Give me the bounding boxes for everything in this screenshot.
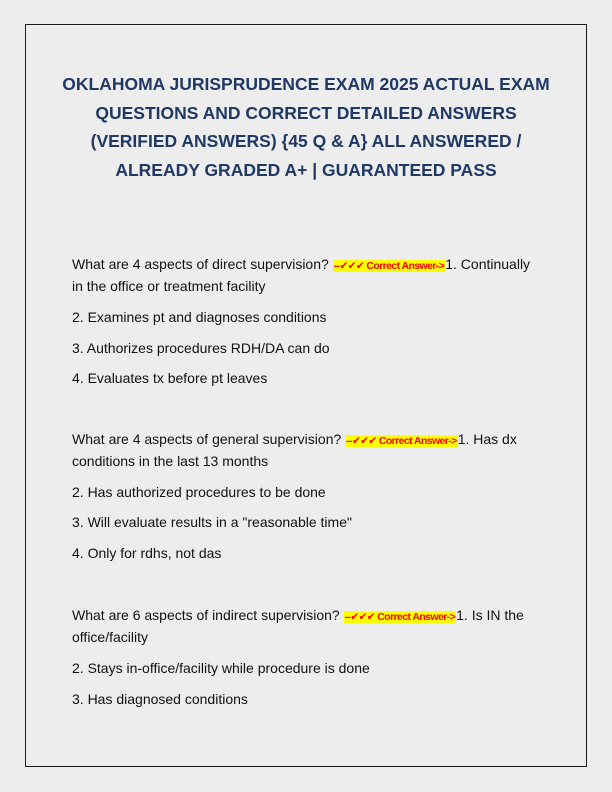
answer-item: 3. Has diagnosed conditions	[72, 691, 248, 707]
answer-item: 3. Will evaluate results in a "reasonable time"	[72, 514, 352, 530]
answer-start: 1. Continually	[445, 256, 531, 272]
answer-item: 4. Evaluates tx before pt leaves	[72, 370, 268, 386]
answer-item: 2. Stays in-office/facility while procedure is done	[72, 660, 370, 676]
answer-item: 3. Authorizes procedures RDH/DA can do	[72, 340, 330, 356]
answer-item: 2. Examines pt and diagnoses conditions	[72, 309, 327, 325]
answer-item: 2. Has authorized procedures to be done	[72, 484, 326, 500]
correct-answer-marker: --✔✔✔ Correct Answer->	[346, 435, 457, 447]
question-text: What are 4 aspects of general supervision?	[72, 431, 346, 447]
question-text: What are 4 aspects of direct supervision?	[72, 256, 333, 272]
title-line-2: QUESTIONS AND CORRECT DETAILED ANSWERS	[95, 102, 517, 123]
title-line-1: OKLAHOMA JURISPRUDENCE EXAM 2025 ACTUAL EXAM	[62, 74, 550, 94]
answer-start: 1. Is IN the	[456, 607, 524, 623]
answer-start: 1. Has dx	[457, 431, 517, 447]
answer-continuation: conditions in the last 13 months	[72, 453, 269, 469]
question-line	[72, 607, 524, 623]
document-title	[0, 70, 612, 184]
answer-item: 4. Only for rdhs, not das	[72, 545, 222, 561]
title-line-4: ALREADY GRADED A+ | GUARANTEED PASS	[115, 159, 497, 180]
title-line-3: (VERIFIED ANSWERS) {45 Q & A} ALL ANSWERED /	[90, 131, 522, 151]
question-text: What are 6 aspects of indirect supervision?	[72, 607, 344, 623]
correct-answer-marker: --✔✔✔ Correct Answer->	[333, 260, 445, 272]
correct-answer-marker: --✔✔✔ Correct Answer->	[344, 611, 456, 623]
answer-continuation: office/facility	[72, 629, 148, 645]
answer-continuation: in the office or treatment facility	[72, 278, 266, 294]
question-line	[72, 431, 517, 447]
question-line	[72, 256, 530, 272]
